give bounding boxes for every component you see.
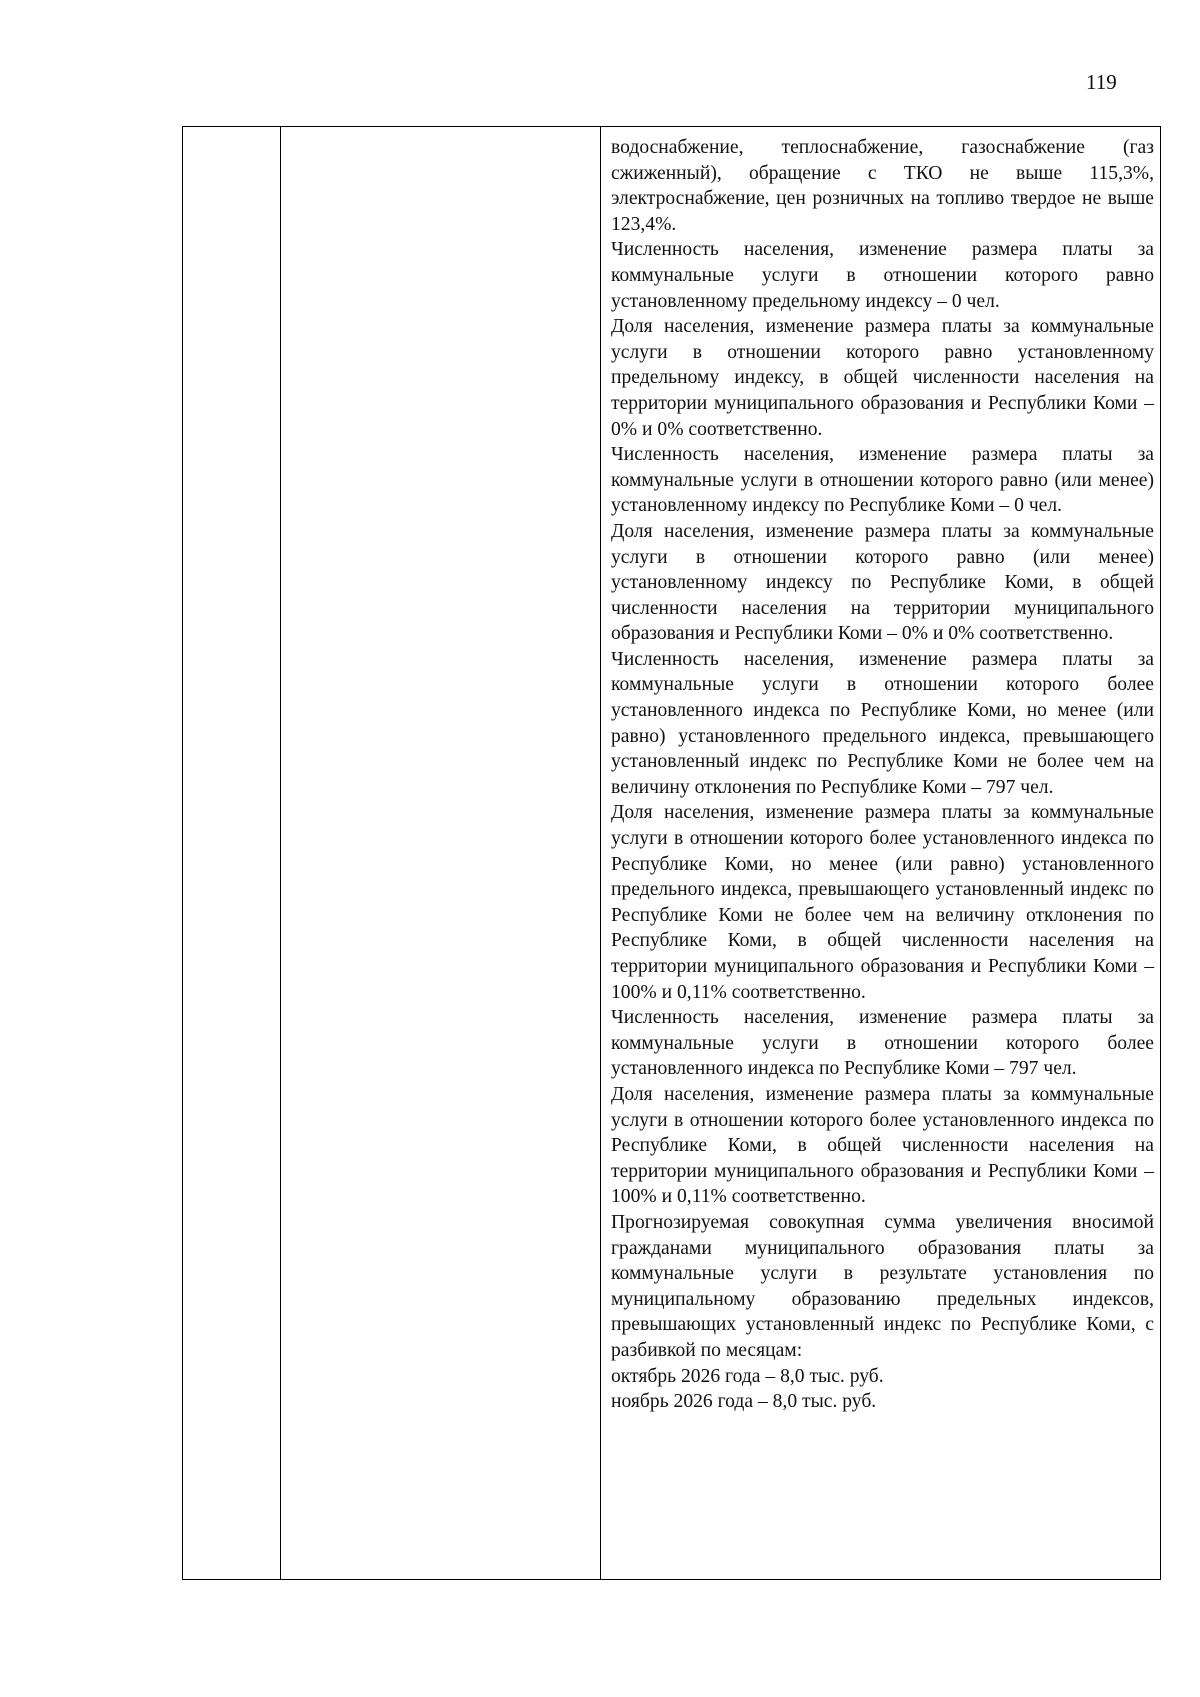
paragraph-november-amount: ноябрь 2026 года – 8,0 тыс. руб. (611, 1391, 877, 1413)
cell-text-block (601, 127, 1160, 1423)
paragraph-population-within-deviation: Численность населения, изменение размера платы за коммунальные услуги в отношении которого более установленного индекса по Республике Коми, но менее (или равно) установленного предельного индекса, превышающего установленный индекс по Республике Коми не более чем на величину отклонения по Республике Коми – 797 чел. (611, 648, 1154, 798)
paragraph-share-within-deviation: Доля населения, изменение размера платы за коммунальные услуги в отношении которого более установленного индекса по Республике Коми, но менее (или равно) установленного предельного индекса, превышающего установленный индекс по Республике Коми не более чем на величину отклонения по Республике Коми, в общей численности населения на территории муниципального образования и Республики Коми – 100% и 0,11% соответственно. (611, 802, 1154, 1003)
table-row (183, 127, 1161, 1580)
paragraph-share-equal-limit: Доля населения, изменение размера платы за коммунальные услуги в отношении которого равно установленному предельному индексу, в общей численности населения на территории муниципального образования и Республики Коми – 0% и 0% соответственно. (611, 316, 1154, 440)
paragraph-tariff-limits: водоснабжение, теплоснабжение, газоснабжение (газ сжиженный), обращение с ТКО не выше 115,3%, электроснабжение, цен розничных на топливо твердое не выше 123,4%. (611, 137, 1154, 235)
table-cell-first (183, 127, 281, 1580)
page-number: 119 (1086, 70, 1117, 94)
content-table (182, 126, 1161, 1580)
paragraph-population-equal-limit: Численность населения, изменение размера платы за коммунальные услуги в отношении которого равно установленному предельному индексу – 0 чел. (611, 239, 1154, 312)
table-cell-second (281, 127, 601, 1580)
paragraph-share-above-index: Доля населения, изменение размера платы за коммунальные услуги в отношении которого более установленного индекса по Республике Коми, в общей численности населения на территории муниципального образования и Республики Коми – 100% и 0,11% соответственно. (611, 1083, 1154, 1208)
paragraph-population-below-index: Численность населения, изменение размера платы за коммунальные услуги в отношении которого равно (или менее) установленному индексу по Республике Коми – 0 чел. (611, 444, 1154, 517)
paragraph-population-above-index: Численность населения, изменение размера платы за коммунальные услуги в отношении которого более установленного индекса по Республике Коми – 797 чел. (611, 1007, 1154, 1080)
paragraph-share-below-index: Доля населения, изменение размера платы за коммунальные услуги в отношении которого равно (или менее) установленному индексу по Республике Коми, в общей численности населения на территории муниципального образования и Республики Коми – 0% и 0% соответственно. (611, 520, 1154, 645)
paragraph-october-amount: октябрь 2026 года – 8,0 тыс. руб. (611, 1365, 884, 1387)
paragraph-forecast-sum: Прогнозируемая совокупная сумма увеличения вносимой гражданами муниципального образования платы за коммунальные услуги в результате установления по муниципальному образованию предельных индексов, превышающих установленный индекс по Республике Коми, с разбивкой по месяцам: (611, 1211, 1154, 1361)
table-cell-text (601, 127, 1161, 1580)
